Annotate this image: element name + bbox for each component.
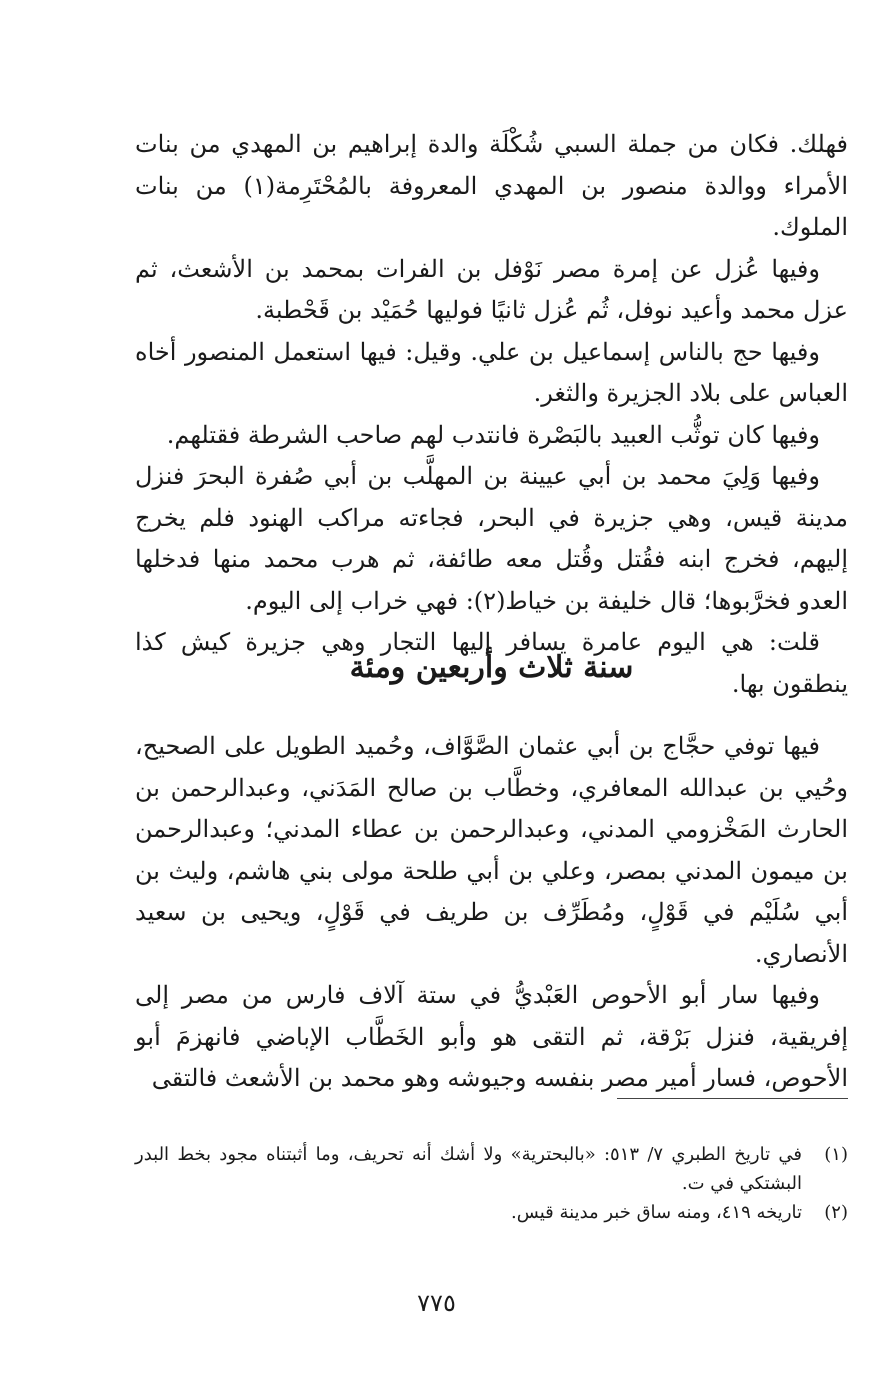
paragraph: وفيها سار أبو الأحوص العَبْديُّ في ستة آلاف فارس من مصر إلى إفريقية، فنزل بَرْقة، ثم التقى هو وأبو الخَطَّاب الإباضي فانهزمَ أبو الأحوص، فسار أمير مصر بنفسه وجيوشه وهو محمد بن الأشعث فالتقى: [135, 981, 848, 1092]
main-text-top: [135, 124, 848, 705]
footnote-text: في تاريخ الطبري ٧/ ٥١٣: «بالبحترية» ولا أشك أنه تحريف، وما أثبتناه مجود بخط البدر البشتكي في ت.: [135, 1144, 802, 1194]
footnote-divider: [617, 1098, 848, 1099]
section-heading: سنة ثلاث وأربعين ومئة: [349, 650, 634, 685]
main-text-bottom: [135, 726, 848, 1100]
footnote-number: (٢): [824, 1202, 848, 1223]
paragraph: فهلك. فكان من جملة السبي شُكْلَة والدة إبراهيم بن المهدي من بنات الأمراء ووالدة منصور بن المهدي المعروفة بالمُحْتَرِمة(١) من بنات الملوك.: [135, 130, 848, 241]
footnotes: [135, 1140, 848, 1227]
footnote-number: (١): [824, 1144, 848, 1165]
page-number: ٧٧٥: [417, 1289, 456, 1317]
paragraph: فيها توفي حجَّاج بن أبي عثمان الصَّوَّاف، وحُميد الطويل على الصحيح، وحُيي بن عبدالله المعافري، وخطَّاب بن صالح المَدَني، وعبدالرحمن بن الحارث المَخْزومي المدني، وعبدالرحمن بن عطاء المدني؛ وعبدالرحمن بن ميمون المدني بمصر، وعلي بن أبي طلحة مولى بني هاشم، وليث بن أبي سُلَيْم في قَوْلٍ، ومُطَرِّف بن طريف في قَوْلٍ، ويحيى بن سعيد الأنصاري.: [135, 732, 848, 968]
paragraph: وفيها حج بالناس إسماعيل بن علي. وقيل: فيها استعمل المنصور أخاه العباس على بلاد الجزيرة والثغر.: [135, 337, 848, 407]
footnote: [135, 1198, 848, 1227]
footnote: [135, 1140, 848, 1198]
paragraph: وفيها وَلِيَ محمد بن أبي عيينة بن المهلَّب بن أبي صُفرة البحرَ فنزل مدينة قيس، وهي جزيرة في البحر، فجاءته مراكب الهنود فلم يخرج إليهم، فخرج ابنه فقُتل وقُتل معه طائفة، ثم هرب محمد منها فدخلها العدو فخرَّبوها؛ قال خليفة بن خياط(٢): فهي خراب إلى اليوم.: [135, 462, 848, 615]
paragraph: قلت: هي اليوم عامرة يسافر إليها التجار وهي جزيرة كيش كذا ينطقون بها.: [135, 628, 848, 698]
footnote-text: تاريخه ٤١٩، ومنه ساق خبر مدينة قيس.: [511, 1202, 802, 1223]
paragraph: وفيها كان توثُّب العبيد بالبَصْرة فانتدب لهم صاحب الشرطة فقتلهم.: [166, 420, 820, 449]
paragraph: وفيها عُزل عن إمرة مصر نَوْفل بن الفرات بمحمد بن الأشعث، ثم عزل محمد وأعيد نوفل، ثُم عُزل ثانيًا فوليها حُمَيْد بن قَحْطبة.: [135, 254, 848, 324]
